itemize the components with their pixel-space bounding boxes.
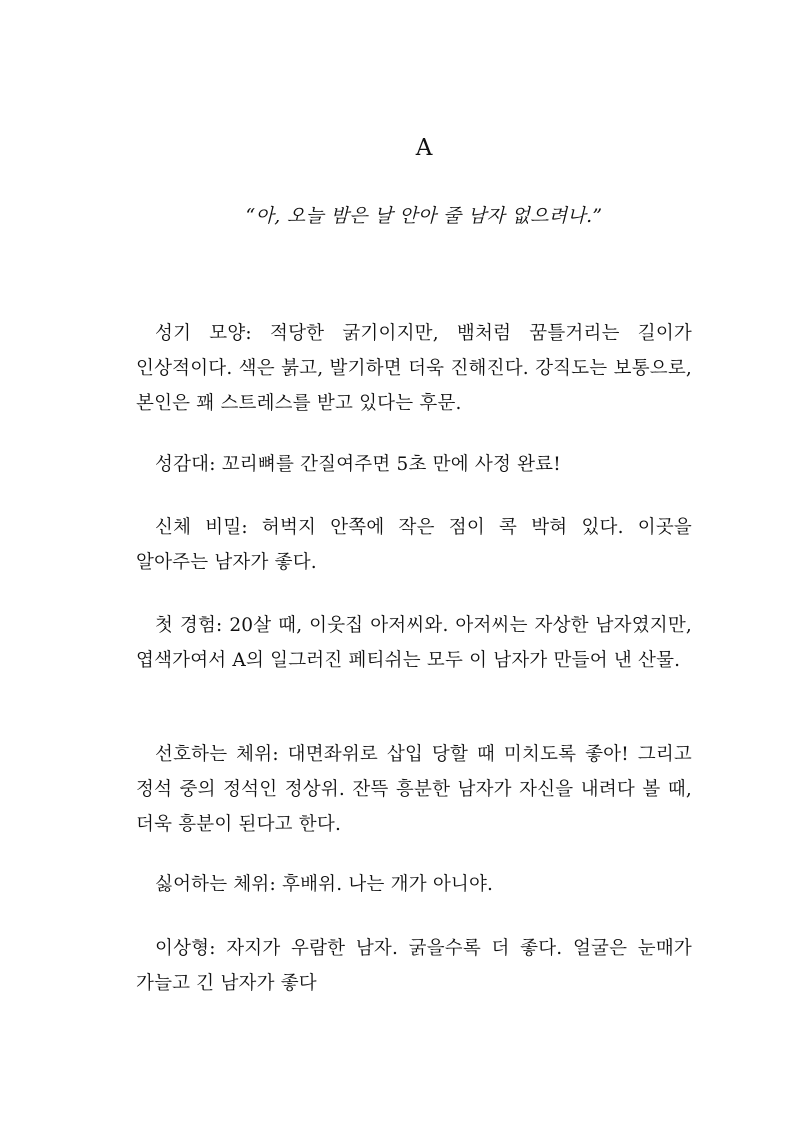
paragraph-disliked-position: 싫어하는 체위: 후배위. 나는 개가 아니야.: [155, 873, 494, 895]
paragraph-preferred-position: 선호하는 체위: 대면좌위로 삽입 당할 때 미치도록 좋아! 그리고 정석 중의 정석인 정상위. 잔뜩 흥분한 남자가 자신을 내려다 볼 때, 더욱 흥분이 된다고 한다.: [136, 743, 692, 835]
paragraph-ideal-type: 이상형: 자지가 우람한 남자. 굵을수록 더 좋다. 얼굴은 눈매가 가늘고 긴 남자가 좋다: [136, 937, 692, 994]
character-quote: “아, 오늘 밤은 날 안아 줄 남자 없으려나.”: [245, 205, 603, 227]
paragraph-erogenous-zone: 성감대: 꼬리뼈를 간질여주면 5초 만에 사정 완료!: [155, 453, 561, 475]
character-title: A: [415, 135, 433, 161]
paragraph-genital-shape: 성기 모양: 적당한 굵기이지만, 뱀처럼 꿈틀거리는 길이가 인상적이다. 색은 붉고, 발기하면 더욱 진해진다. 강직도는 보통으로, 본인은 꽤 스트레스를 받고 있다는 후문.: [136, 322, 692, 414]
paragraph-body-secret: 신체 비밀: 허벅지 안쪽에 작은 점이 콕 박혀 있다. 이곳을 알아주는 남자가 좋다.: [136, 516, 692, 573]
paragraph-first-experience: 첫 경험: 20살 때, 이웃집 아저씨와. 아저씨는 자상한 남자였지만, 엽색가여서 A의 일그러진 페티쉬는 모두 이 남자가 만들어 낸 산물.: [136, 614, 692, 671]
